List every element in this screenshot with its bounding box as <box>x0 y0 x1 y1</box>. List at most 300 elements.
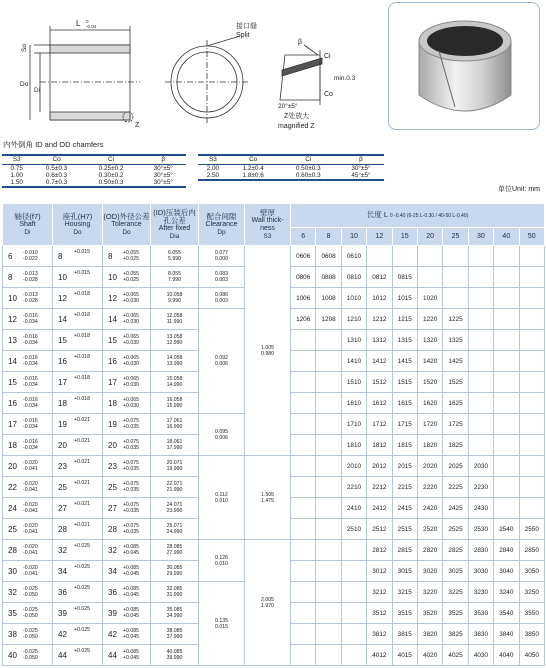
part-number-cell: 2215 <box>392 477 417 498</box>
after-fixed-min: 34.990 <box>166 613 183 619</box>
part-number-cell: 2550 <box>519 519 545 540</box>
header-housing: 座孔(H7) Housing Do <box>53 204 103 246</box>
od-tolerance-cell <box>103 372 151 393</box>
shaft-tol-upper: -0.020 <box>23 502 38 508</box>
chamfer-cell: 0.75 <box>10 164 23 172</box>
shaft-value: 6 <box>8 251 13 261</box>
part-number-cell: 3015 <box>392 561 417 582</box>
part-number-cell: 4030 <box>468 645 493 666</box>
part-number-cell <box>494 477 519 498</box>
part-number-cell: 1012 <box>367 288 392 309</box>
part-number-cell <box>519 330 545 351</box>
part-number-cell: 1625 <box>443 393 468 414</box>
part-number-cell: 3530 <box>468 603 493 624</box>
shaft-tol-lower: -0.041 <box>23 550 38 556</box>
housing-value: 28 <box>58 524 67 534</box>
after-fixed-cell <box>151 561 199 582</box>
housing-cell <box>53 309 103 330</box>
wall-thickness-max: 2.005 <box>261 596 274 603</box>
shaft-cell <box>3 435 53 456</box>
chamfer-header: β <box>140 155 186 164</box>
split-label-cn: 接口缝 <box>236 23 257 30</box>
part-number-cell: 1610 <box>341 393 366 414</box>
shaft-tol-lower: -0.028 <box>23 298 38 304</box>
od-value: 16 <box>108 356 117 366</box>
part-number-cell: 1712 <box>367 414 392 435</box>
part-number-cell: 0610 <box>341 246 366 267</box>
part-number-cell: 3225 <box>443 582 468 603</box>
part-number-cell: 2430 <box>468 498 493 519</box>
part-number-cell <box>291 498 316 519</box>
od-tolerance-cell <box>103 477 151 498</box>
shaft-tol-lower: -0.050 <box>23 655 38 661</box>
chamfer-row <box>2 164 186 172</box>
part-number-cell: 1512 <box>367 372 392 393</box>
shaft-cell <box>3 582 53 603</box>
after-fixed-min: 31.990 <box>166 592 183 598</box>
part-number-cell <box>468 309 493 330</box>
after-fixed-min: 16.990 <box>166 424 183 430</box>
od-value: 39 <box>108 608 117 618</box>
part-number-cell: 1215 <box>392 309 417 330</box>
part-number-cell <box>519 288 545 309</box>
part-number-cell <box>316 624 341 645</box>
part-number-cell <box>316 351 341 372</box>
part-number-cell <box>494 414 519 435</box>
zoom-z-marker: Z <box>135 122 140 129</box>
part-number-cell: 0808 <box>316 267 341 288</box>
clearance-cell <box>199 582 245 666</box>
part-number-cell <box>291 351 316 372</box>
part-number-cell: 1615 <box>392 393 417 414</box>
part-number-cell: 3550 <box>519 603 545 624</box>
chamfer-cell: 2.50 <box>198 172 228 180</box>
shaft-tol-upper: -0.016 <box>23 355 38 361</box>
od-tolerance-cell <box>103 246 151 267</box>
housing-value: 10 <box>58 272 67 282</box>
after-fixed-min: 27.990 <box>166 550 183 556</box>
clearance-cell <box>199 456 245 540</box>
shaft-tol-upper: -0.025 <box>23 649 38 655</box>
part-number-cell: 3830 <box>468 624 493 645</box>
part-number-cell <box>443 267 468 288</box>
part-number-cell: 2530 <box>468 519 493 540</box>
wall-thickness-min: 1.970 <box>261 602 274 609</box>
chamfer-caption: 内外倒角 ID and OD chamfers <box>3 140 104 149</box>
housing-value: 36 <box>58 587 67 597</box>
part-number-cell <box>341 645 366 666</box>
shaft-value: 14 <box>8 356 17 366</box>
shaft-tol-lower: -0.034 <box>23 403 38 409</box>
header-length-col: 25 <box>443 228 468 246</box>
part-number-cell <box>494 330 519 351</box>
part-number-cell <box>468 288 493 309</box>
after-fixed-max: 6.055 <box>168 250 181 256</box>
part-number-cell <box>519 309 545 330</box>
part-number-cell <box>367 246 392 267</box>
part-number-cell: 2415 <box>392 498 417 519</box>
shaft-tol-upper: -0.025 <box>23 607 38 613</box>
after-fixed-min: 14.990 <box>166 382 183 388</box>
after-fixed-min: 5.990 <box>168 256 181 262</box>
after-fixed-cell <box>151 582 199 603</box>
od-tol-lower: +0.035 <box>123 424 140 430</box>
shaft-tol-lower: -0.034 <box>23 445 38 451</box>
housing-cell <box>53 372 103 393</box>
wall-thickness-max: 1.005 <box>261 344 274 351</box>
after-fixed-cell <box>151 456 199 477</box>
shaft-tol-upper: -0.016 <box>23 334 38 340</box>
part-number-cell: 1208 <box>316 309 341 330</box>
od-tolerance-cell <box>103 624 151 645</box>
part-number-cell: 1412 <box>367 351 392 372</box>
shaft-value: 8 <box>8 272 13 282</box>
shaft-cell <box>3 477 53 498</box>
od-tol-upper: +0.085 <box>123 607 140 613</box>
after-fixed-cell <box>151 645 199 666</box>
shaft-value: 16 <box>8 398 17 408</box>
shaft-tol-upper: -0.020 <box>23 544 38 550</box>
after-fixed-min: 7.990 <box>168 277 181 283</box>
housing-tol: +0.018 <box>74 354 91 360</box>
shaft-cell <box>3 498 53 519</box>
after-fixed-max: 28.085 <box>166 544 183 550</box>
part-number-cell <box>494 309 519 330</box>
housing-tol: +0.021 <box>74 459 91 465</box>
shaft-tol-lower: -0.034 <box>23 319 38 325</box>
after-fixed-cell <box>151 309 199 330</box>
shaft-cell <box>3 456 53 477</box>
shaft-cell <box>3 519 53 540</box>
part-number-cell: 2410 <box>341 498 366 519</box>
after-fixed-cell <box>151 519 199 540</box>
after-fixed-cell <box>151 330 199 351</box>
chamfer-header: β <box>338 155 384 164</box>
housing-tol: +0.018 <box>74 375 91 381</box>
housing-value: 19 <box>58 419 67 429</box>
housing-tol: +0.021 <box>74 438 91 444</box>
chamfer-cell: 30°±5° <box>140 179 186 187</box>
shaft-cell <box>3 351 53 372</box>
od-value: 8 <box>108 251 113 261</box>
part-number-cell: 2850 <box>519 540 545 561</box>
housing-tol: +0.025 <box>74 543 91 549</box>
part-number-cell <box>468 246 493 267</box>
part-number-cell <box>291 477 316 498</box>
after-fixed-min: 21.990 <box>166 487 183 493</box>
wall-thickness-min: 1.475 <box>261 497 274 504</box>
housing-cell <box>53 456 103 477</box>
part-number-cell: 2010 <box>341 456 366 477</box>
shaft-value: 28 <box>8 545 17 555</box>
part-number-cell <box>519 435 545 456</box>
housing-cell <box>53 498 103 519</box>
wall-thickness-max: 1.505 <box>261 491 274 498</box>
part-number-cell: 1320 <box>417 330 442 351</box>
housing-cell <box>53 267 103 288</box>
part-number-cell <box>494 372 519 393</box>
clearance-max: 0.083 <box>215 271 228 277</box>
part-number-cell <box>468 330 493 351</box>
chamfer-cell: 0.7±0.3 <box>31 179 81 187</box>
part-number-cell: 3540 <box>494 603 519 624</box>
shaft-value: 32 <box>8 587 17 597</box>
part-number-cell <box>468 435 493 456</box>
part-number-cell <box>392 246 417 267</box>
part-number-cell: 3040 <box>494 561 519 582</box>
part-number-cell: 3212 <box>367 582 392 603</box>
part-number-cell: 0606 <box>291 246 316 267</box>
after-fixed-min: 15.990 <box>166 403 183 409</box>
shaft-value: 12 <box>8 314 17 324</box>
chamfer-header: Ci <box>279 155 338 164</box>
part-number-cell <box>316 435 341 456</box>
part-number-cell <box>519 498 545 519</box>
shaft-tol-lower: -0.034 <box>23 361 38 367</box>
part-number-cell: 2425 <box>443 498 468 519</box>
part-number-cell: 2030 <box>468 456 493 477</box>
housing-tol: +0.025 <box>74 648 91 654</box>
part-number-cell <box>417 246 442 267</box>
after-fixed-cell <box>151 603 199 624</box>
chamfer-cell: 0.30±0.2 <box>98 171 124 179</box>
part-number-cell <box>291 603 316 624</box>
after-fixed-min: 19.990 <box>166 466 183 472</box>
part-number-cell: 2512 <box>367 519 392 540</box>
clearance-cell <box>199 267 245 288</box>
chamfer-cell: 0.6±0.3 <box>45 171 68 179</box>
od-tol-upper: +0.085 <box>123 628 140 634</box>
part-number-cell: 1010 <box>341 288 366 309</box>
part-number-cell: 2225 <box>443 477 468 498</box>
shaft-tol-upper: -0.020 <box>23 523 38 529</box>
od-tol-upper: +0.085 <box>123 544 140 550</box>
part-number-cell <box>494 393 519 414</box>
part-number-cell <box>417 267 442 288</box>
od-value: 14 <box>108 314 117 324</box>
part-number-cell: 1820 <box>417 435 442 456</box>
part-number-cell: 3820 <box>417 624 442 645</box>
housing-value: 16 <box>58 356 67 366</box>
part-number-cell <box>341 624 366 645</box>
part-number-cell <box>468 393 493 414</box>
part-number-cell <box>316 582 341 603</box>
ci-label: Ci <box>324 53 331 60</box>
after-fixed-cell <box>151 498 199 519</box>
chamfer-cell: 0.60±0.3 <box>279 172 338 180</box>
after-fixed-min: 17.990 <box>166 445 183 451</box>
part-number-cell <box>519 393 545 414</box>
after-fixed-max: 12.058 <box>166 313 183 319</box>
dim-L-tol: -0.04 <box>86 24 97 29</box>
chamfer-cell: 0.50±0.3 <box>82 179 141 187</box>
after-fixed-cell <box>151 393 199 414</box>
part-number-cell <box>316 519 341 540</box>
housing-value: 18 <box>58 398 67 408</box>
part-number-cell <box>316 414 341 435</box>
part-number-cell <box>494 498 519 519</box>
od-value: 28 <box>108 524 117 534</box>
chamfer-cell: 1.00 <box>10 171 23 179</box>
after-fixed-cell <box>151 351 199 372</box>
after-fixed-cell <box>151 267 199 288</box>
after-fixed-max: 10.058 <box>166 292 183 298</box>
wall-thickness-cell <box>245 246 291 456</box>
housing-cell <box>53 582 103 603</box>
dim-L-tol-upper: 0 <box>86 19 89 24</box>
od-tol-upper: +0.065 <box>123 397 140 403</box>
od-value: 27 <box>108 503 117 513</box>
technical-drawing <box>0 0 380 140</box>
od-value: 20 <box>108 440 117 450</box>
shaft-value: 30 <box>8 566 17 576</box>
housing-tol: +0.025 <box>74 585 91 591</box>
chamfer-cell: 0.50±0.3 <box>295 164 321 172</box>
dim-Di-label: Di <box>34 87 41 94</box>
part-number-cell: 0812 <box>367 267 392 288</box>
header-length-col: 50 <box>519 228 545 246</box>
after-fixed-min: 24.990 <box>166 529 183 535</box>
part-number-cell: 1710 <box>341 414 366 435</box>
od-tol-upper: +0.065 <box>123 376 140 382</box>
part-number-cell <box>316 561 341 582</box>
part-number-cell: 1515 <box>392 372 417 393</box>
min-label: min.0.3 <box>334 75 356 82</box>
od-value: 10 <box>108 272 117 282</box>
part-number-cell <box>316 372 341 393</box>
shaft-value: 25 <box>8 524 17 534</box>
part-number-cell: 1410 <box>341 351 366 372</box>
shaft-tol-upper: -0.016 <box>23 439 38 445</box>
shaft-tol-lower: -0.041 <box>23 508 38 514</box>
housing-value: 8 <box>58 251 63 261</box>
od-tol-lower: +0.030 <box>123 403 140 409</box>
od-tol-lower: +0.045 <box>123 634 140 640</box>
part-number-cell: 3512 <box>367 603 392 624</box>
beta-label: β <box>298 39 303 46</box>
housing-cell <box>53 393 103 414</box>
clearance-cell <box>199 309 245 414</box>
od-value: 25 <box>108 482 117 492</box>
after-fixed-max: 15.058 <box>166 376 183 382</box>
part-number-cell <box>291 330 316 351</box>
housing-value: 17 <box>58 377 67 387</box>
zoom-label-en: magnified Z <box>278 123 315 130</box>
od-tol-lower: +0.045 <box>123 655 140 661</box>
part-number-cell: 3025 <box>443 561 468 582</box>
shaft-cell <box>3 246 53 267</box>
part-number-cell <box>494 456 519 477</box>
housing-value: 39 <box>58 608 67 618</box>
chamfer-cell: 30°±5° <box>153 164 173 172</box>
shaft-value: 20 <box>8 461 17 471</box>
part-number-cell <box>519 456 545 477</box>
part-number-cell <box>316 540 341 561</box>
shaft-tol-upper: -0.020 <box>23 460 38 466</box>
part-number-cell: 2510 <box>341 519 366 540</box>
part-number-cell <box>291 561 316 582</box>
od-tol-lower: +0.030 <box>123 382 140 388</box>
part-number-cell <box>494 435 519 456</box>
od-tolerance-cell <box>103 540 151 561</box>
shaft-cell <box>3 393 53 414</box>
part-number-cell: 1510 <box>341 372 366 393</box>
od-tol-lower: +0.035 <box>123 508 140 514</box>
shaft-cell <box>3 540 53 561</box>
od-tol-lower: +0.030 <box>123 340 140 346</box>
dim-L-label: L <box>76 19 81 28</box>
part-number-cell: 4015 <box>392 645 417 666</box>
part-number-cell: 1425 <box>443 351 468 372</box>
od-tolerance-cell <box>103 414 151 435</box>
after-fixed-cell <box>151 624 199 645</box>
od-tolerance-cell <box>103 498 151 519</box>
od-tol-upper: +0.065 <box>123 334 140 340</box>
table-row <box>3 540 545 561</box>
after-fixed-min: 11.990 <box>166 319 183 325</box>
clearance-min: 0.003 <box>215 298 228 304</box>
after-fixed-max: 35.085 <box>166 607 183 613</box>
housing-tol: +0.018 <box>74 333 91 339</box>
shaft-tol-lower: -0.034 <box>23 424 38 430</box>
od-tol-lower: +0.030 <box>123 319 140 325</box>
shaft-tol-upper: -0.013 <box>23 271 38 277</box>
part-number-cell: 1415 <box>392 351 417 372</box>
shaft-tol-lower: -0.050 <box>23 613 38 619</box>
shaft-tol-lower: -0.034 <box>23 382 38 388</box>
part-number-cell <box>316 393 341 414</box>
od-value: 12 <box>108 293 117 303</box>
after-fixed-min: 39.990 <box>166 655 183 661</box>
chamfer-row <box>2 172 186 179</box>
od-value: 23 <box>108 461 117 471</box>
housing-cell <box>53 330 103 351</box>
dim-Do-label: Do <box>20 81 29 88</box>
shaft-tol-upper: -0.020 <box>23 565 38 571</box>
shaft-tol-upper: -0.016 <box>23 376 38 382</box>
clearance-max: 0.092 <box>215 355 228 361</box>
wall-thickness-min: 0.980 <box>261 350 274 357</box>
clearance-cell <box>199 288 245 309</box>
after-fixed-min: 9.990 <box>168 298 181 304</box>
chamfer-cell: 30°±5° <box>153 171 173 179</box>
part-number-cell <box>443 246 468 267</box>
clearance-max: 0.077 <box>215 250 228 256</box>
od-value: 32 <box>108 545 117 555</box>
housing-value: 34 <box>58 566 67 576</box>
part-number-cell: 3815 <box>392 624 417 645</box>
housing-value: 12 <box>58 293 67 303</box>
part-number-cell <box>291 456 316 477</box>
after-fixed-min: 29.990 <box>166 571 183 577</box>
housing-cell <box>53 477 103 498</box>
after-fixed-max: 13.058 <box>166 334 183 340</box>
part-number-cell <box>316 330 341 351</box>
part-number-cell <box>291 519 316 540</box>
shaft-tol-upper: -0.020 <box>23 481 38 487</box>
clearance-min: 0.006 <box>215 434 228 441</box>
od-tolerance-cell <box>103 435 151 456</box>
after-fixed-max: 30.085 <box>166 565 183 571</box>
part-number-cell: 3050 <box>519 561 545 582</box>
housing-cell <box>53 351 103 372</box>
part-number-cell: 3520 <box>417 603 442 624</box>
chamfer-cell: 1.2±0.4 <box>242 164 264 172</box>
shaft-value: 38 <box>8 629 17 639</box>
housing-cell <box>53 246 103 267</box>
chamfer-table-left <box>2 154 186 188</box>
housing-tol: +0.015 <box>74 249 91 255</box>
